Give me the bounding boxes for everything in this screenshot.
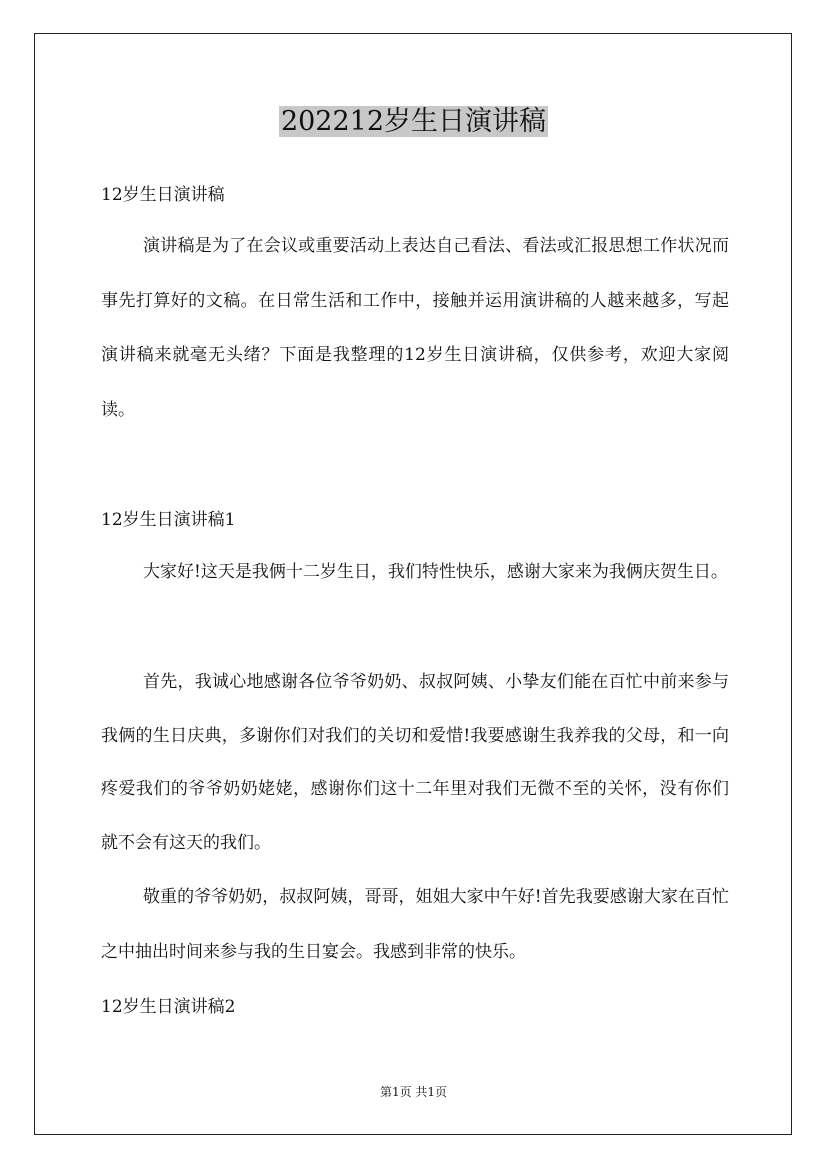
intro-paragraph: 演讲稿是为了在会议或重要活动上表达自己看法、看法或汇报思想工作状况而事先打算好的文稿。在日常生活和工作中，接触并运用演讲稿的人越来越多，写起演讲稿来就毫无头绪？下面是我整理的12岁生日演讲稿，仅供参考，欢迎大家阅读。 [101, 236, 729, 420]
document-title-text: 202212岁生日演讲稿 [280, 106, 547, 137]
section1-paragraph-2: 首先，我诚心地感谢各位爷爷奶奶、叔叔阿姨、小挚友们能在百忙中前来参与我俩的生日庆典，多谢你们对我们的关切和爱惜!我要感谢生我养我的父母，和一向疼爱我们的爷爷奶奶姥姥，感谢你们这十二年里对我们无微不至的关怀，没有你们就不会有这天的我们。 [101, 672, 729, 853]
section-heading-2: 12岁生日演讲稿2 [101, 997, 236, 1017]
page-number-footer: 第1页 共1页 [379, 1085, 448, 1099]
section-heading-1: 12岁生日演讲稿1 [101, 510, 236, 530]
section1-paragraph-1: 大家好!这天是我俩十二岁生日，我们特性快乐，感谢大家来为我俩庆贺生日。 [143, 562, 728, 582]
section1-paragraph-3: 敬重的爷爷奶奶，叔叔阿姨，哥哥，姐姐大家中午好!首先我要感谢大家在百忙之中抽出时间来参与我的生日宴会。我感到非常的快乐。 [101, 887, 729, 962]
subtitle: 12岁生日演讲稿 [101, 185, 225, 205]
document-title [0, 101, 827, 143]
